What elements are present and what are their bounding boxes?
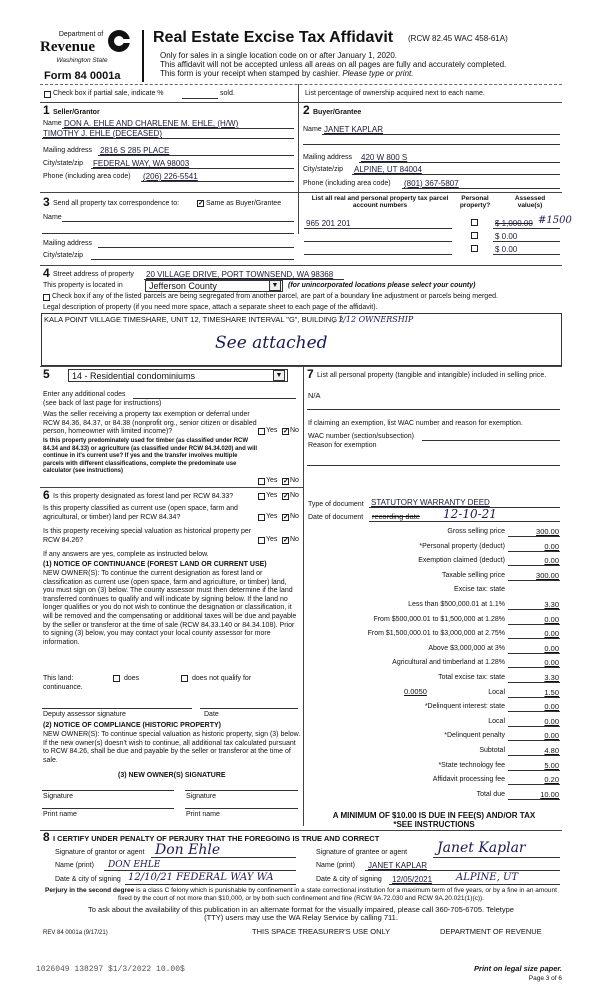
- q1-yes-label: Yes: [266, 427, 278, 434]
- this-land-label: This land:: [43, 675, 74, 682]
- deputy-date-label: Date: [204, 711, 219, 718]
- tax-line-label: Total excise tax: state: [438, 674, 505, 681]
- exemption-label: If claiming an exemption, list WAC number and reason for exemption.: [308, 420, 523, 427]
- tax-line-rule: [508, 536, 560, 537]
- notice-1-body: NEW OWNER(S): To continue the current designation as forest land or classification as current use (open space, farm and agriculture, or timber) land, you must sign on (3) below. The county assessor must then determine if the land transferred continues to qualify and will indicate by signing below. If the land no longer qualifies or you do not wish to continue the designation or classification, it will be removed and the compensating or additional taxes will be due and payable by the seller or transferor at the time of sale (RCW 84.33.140 or 84.34.108). Prior to signing (3) below, you may contact your local county assessor for more information.: [43, 570, 297, 646]
- section-4-number: 4: [43, 266, 50, 280]
- print-legal-note: Print on legal size paper.: [474, 964, 562, 973]
- grantee-signature-label: Signature of grantee or agent: [316, 849, 408, 856]
- tax-line-rule: [508, 565, 560, 566]
- subtitle-1: Only for sales in a single location code on or after January 1, 2020.: [160, 51, 398, 60]
- parcel-line-3: [304, 254, 452, 255]
- county-note: (for unincorporated locations please select your county): [288, 282, 476, 289]
- same-as-buyer-checkbox[interactable]: ✓: [198, 200, 204, 207]
- tax-line-label: *Personal property (deduct): [419, 543, 505, 550]
- q6-1-no-checkbox[interactable]: ✓: [283, 493, 289, 500]
- form-number: Form 84 0001a: [44, 70, 121, 82]
- corr-name-label: Name: [43, 214, 62, 221]
- tax-line-rule: [508, 711, 560, 712]
- doc-type-label: Type of document: [308, 501, 364, 508]
- assessed-value-3[interactable]: $ 0.00: [495, 245, 518, 254]
- assessed-line-1: [493, 228, 560, 229]
- timber-question: Is this property predominately used for timber (as classified under RCW 84.34 and 84.33) or agriculture (as classified under RCW 84.34.020) and will continue in it's current use? If yes and the transfer involves multiple parcels with different classifications, complete the predominate use calculator (see instructions): [43, 438, 258, 474]
- department-label: DEPARTMENT OF REVENUE: [440, 927, 542, 936]
- sold-label: sold.: [220, 90, 235, 97]
- tax-line-value[interactable]: 0.00: [544, 615, 559, 624]
- tax-line-rule: [508, 799, 560, 800]
- header-divider: [142, 30, 144, 82]
- q6-3-yes-label: Yes: [266, 536, 278, 543]
- grantee-city[interactable]: ALPINE, UT: [456, 872, 519, 883]
- tax-line-rule: [508, 726, 560, 727]
- if-any-yes: If any answers are yes, complete as instructed below.: [43, 551, 209, 558]
- grantor-name-label: Name (print): [55, 862, 94, 869]
- grantor-signature[interactable]: Don Ehle: [155, 842, 221, 858]
- assessed-value-1-handwritten: #1500: [538, 215, 572, 226]
- personal-property-checkbox-2[interactable]: [471, 232, 478, 239]
- form-title: Real Estate Excise Tax Affidavit: [153, 29, 394, 46]
- print-name-label-1: Print name: [43, 811, 77, 818]
- seller-phone-label: Phone (including area code): [43, 173, 131, 180]
- dept-line1: Department of: [58, 31, 104, 38]
- q6-2-no-checkbox[interactable]: ✓: [283, 514, 289, 521]
- seller-phone[interactable]: (206) 226-5541: [143, 172, 198, 181]
- tax-line-rule: [508, 682, 560, 683]
- buyer-mailing-label: Mailing address: [303, 154, 353, 161]
- seller-city-label: City/state/zip: [43, 160, 84, 167]
- doc-date-label: Date of document: [308, 514, 364, 521]
- wac-line[interactable]: [422, 440, 560, 441]
- personal-property-checkbox-1[interactable]: [471, 219, 478, 226]
- parcel-line-1: [304, 228, 452, 229]
- seller-city[interactable]: FEDERAL WAY, WA 98003: [93, 159, 190, 168]
- buyer-mailing[interactable]: 420 W 800 S: [361, 153, 408, 162]
- q1-no-label: No: [290, 427, 299, 434]
- header-rule: [40, 84, 562, 85]
- seller-name2-line: [42, 138, 294, 139]
- tax-line-value[interactable]: 3.30: [544, 600, 559, 609]
- buyer-phone-label: Phone (including area code): [303, 180, 391, 187]
- buyer-name2-line: [303, 144, 560, 145]
- q1-yes-checkbox[interactable]: [258, 428, 265, 435]
- seller-city-line: [91, 168, 294, 169]
- buyer-phone[interactable]: (801) 367-5807: [404, 179, 459, 188]
- partial-sale-label: Check box if partial sale, indicate %: [53, 90, 164, 97]
- personal-property-checkbox-3[interactable]: [471, 245, 478, 252]
- certify-statement: I CERTIFY UNDER PENALTY OF PERJURY THAT THE FOREGOING IS TRUE AND CORRECT: [53, 834, 380, 843]
- tax-line-value[interactable]: 0.00: [544, 556, 559, 565]
- doc-type[interactable]: STATUTORY WARRANTY DEED: [371, 498, 490, 507]
- doc-date-handwritten[interactable]: 12-10-21: [443, 507, 497, 521]
- does-label: does: [124, 675, 140, 682]
- continuance-label: continuance.: [43, 684, 83, 691]
- tax-line-value[interactable]: 0.00: [544, 702, 559, 711]
- buyer-mailing-line: [359, 162, 560, 163]
- grantor-date-city[interactable]: 12/10/21 FEDERAL WAY WA: [128, 872, 274, 883]
- tax-line-rule: [508, 653, 560, 654]
- tax-line-label: Local: [488, 718, 505, 725]
- corr-mailing-label: Mailing address: [43, 240, 93, 247]
- section-7-number: 7: [307, 367, 314, 381]
- q6-2-no-label: No: [290, 513, 299, 520]
- page-number: Page 3 of 6: [528, 975, 562, 982]
- additional-codes-note: (see back of last page for instructions): [43, 400, 162, 407]
- deputy-signature-label: Deputy assessor signature: [43, 711, 126, 718]
- grantee-date-label: Date & city of signing: [316, 876, 382, 883]
- same-as-buyer-label: Same as Buyer/Grantee: [206, 200, 282, 207]
- tax-line-rule: [508, 770, 560, 771]
- alternate-format-2: (TTY) users may use the WA Relay Service by calling 711.: [204, 913, 398, 922]
- legal-description: KALA POINT VILLAGE TIMESHARE, UNIT 12, TIMESHARE INTERVAL "G", BUILDING 2: [44, 315, 344, 324]
- tax-line-label: *Delinquent interest: state: [424, 703, 505, 710]
- tax-line-rule: [508, 697, 560, 698]
- county-select[interactable]: Jefferson County: [145, 280, 283, 292]
- perjury-notice: Perjury in the second degree is a class C felony which is punishable by confinement in a state correctional institution for a maximum term of five years, or by a fine in an amount fixed by the court of not more than $10,000, or by both such confinement and fine (RCW 9A.72.030 and RCW 9A.20.021(1)(c)).: [45, 887, 557, 902]
- section-1-number: 1: [43, 103, 50, 117]
- exemption-question: Was the seller receiving a property tax exemption or deferral under RCW 84.36, 84.37, or 84.38 (nonprofit org., senior citizen or disabled person, homeowner with limited income)?: [43, 411, 257, 435]
- buyer-city-label: City/state/zip: [303, 166, 344, 173]
- tax-line-value[interactable]: 0.20: [544, 775, 559, 784]
- buyer-name-line: [322, 134, 560, 135]
- tax-line-label: Agricultural and timberland at 1.28%: [392, 659, 505, 666]
- treasurer-label: THIS SPACE TREASURER'S USE ONLY: [252, 927, 391, 936]
- q6-3-no-label: No: [290, 536, 299, 543]
- alternate-format-1: To ask about the availability of this publication in an alternate format for the visually impaired, please call 360-705-6705. Teletype: [88, 905, 514, 914]
- rcw-reference: (RCW 82.45 WAC 458-61A): [408, 34, 508, 43]
- q6-3-no-checkbox[interactable]: ✓: [283, 537, 289, 544]
- q6-1-yes-checkbox[interactable]: [258, 493, 265, 500]
- tax-line-value[interactable]: 0.00: [544, 717, 559, 726]
- grantee-name-line: [365, 870, 560, 871]
- rule-4: [40, 265, 562, 266]
- segregated-checkbox[interactable]: [43, 294, 50, 301]
- tax-line-value[interactable]: 0.00: [544, 629, 559, 638]
- tax-line-label: From $500,000.01 to $1,500,000 at 1.28%: [373, 616, 505, 623]
- does-not-label: does not qualify for: [192, 675, 252, 682]
- rule-3: [40, 192, 562, 193]
- reason-label: Reason for exemption: [308, 442, 377, 449]
- grantor-signature-label: Signature of grantor or agent: [55, 849, 145, 856]
- buyer-name-label: Name: [303, 126, 322, 133]
- col-divider-2: [303, 366, 304, 826]
- tax-line-value[interactable]: 4.80: [544, 746, 559, 755]
- tax-line-label: *State technology fee: [438, 762, 505, 769]
- tax-line-value[interactable]: 0.00: [544, 542, 559, 551]
- tax-line-label: Taxable selling price: [441, 572, 505, 579]
- section-8-number: 8: [43, 830, 50, 844]
- notice-2-title: (2) NOTICE OF COMPLIANCE (HISTORIC PROPERTY): [43, 722, 221, 729]
- q6-2-yes-label: Yes: [266, 513, 278, 520]
- tax-line-label: Above $3,000,000 at 3%: [428, 645, 505, 652]
- tax-line-rule: [508, 755, 560, 756]
- q6-1-yes-label: Yes: [266, 492, 278, 499]
- subtitle-2: This affidavit will not be accepted unless all areas on all pages are fully and accurately completed.: [160, 60, 507, 69]
- doc-date-line: [369, 521, 560, 522]
- dept-state: Washington State: [56, 57, 108, 64]
- tax-line-rule: [508, 667, 560, 668]
- reason-line[interactable]: [307, 465, 560, 466]
- corr-name-line[interactable]: [62, 221, 294, 222]
- does-checkbox[interactable]: [113, 675, 120, 682]
- grantee-signature-line: [433, 857, 560, 858]
- buyer-name[interactable]: JANET KAPLAR: [324, 125, 383, 134]
- seller-phone-line: [141, 181, 294, 182]
- seller-mailing-label: Mailing address: [43, 147, 93, 154]
- personal-property-value[interactable]: N/A: [308, 391, 321, 400]
- buyer-city-line: [352, 174, 560, 175]
- rule-6: [40, 487, 303, 488]
- tax-line-value[interactable]: 3.30: [544, 673, 559, 682]
- current-use-question: Is this property classified as current use (open space, farm and agricultural, or timber) land per RCW 84.34?: [43, 505, 238, 521]
- rule-top: [40, 102, 562, 103]
- tax-line-value[interactable]: 0.00: [544, 658, 559, 667]
- grantor-name[interactable]: DON EHLE: [108, 860, 161, 870]
- section-6-number: 6: [43, 488, 50, 502]
- q2-yes-label: Yes: [266, 477, 278, 484]
- revenue-logo-icon: [108, 30, 130, 52]
- print-name-line-1[interactable]: [42, 808, 174, 809]
- historic-question: Is this property receiving special valuation as historical property per RCW 84.26?: [43, 528, 252, 544]
- tax-line-rule: [508, 624, 560, 625]
- personal-property-label: List all personal property (tangible and intangible) included in selling price.: [317, 372, 547, 379]
- buyer-heading: Buyer/Grantee: [313, 109, 362, 116]
- partial-sale-checkbox[interactable]: [44, 91, 51, 98]
- tax-line-label: Less than $500,000.01 at 1.1%: [408, 601, 505, 608]
- additional-codes-label: Enter any additional codes: [43, 391, 126, 398]
- grantee-date-line: [389, 884, 560, 885]
- grantee-name-label: Name (print): [316, 862, 355, 869]
- tax-line-rule: [508, 740, 560, 741]
- assessed-line-2: [493, 241, 560, 242]
- tax-line-value[interactable]: 5.00: [544, 761, 559, 770]
- tax-line-label: Exemption claimed (deduct): [418, 557, 505, 564]
- legal-description-label: Legal description of property (if you need more space, attach a separate sheet to each page of the affidavit).: [43, 304, 378, 311]
- grantor-date-label: Date & city of signing: [55, 876, 121, 883]
- print-name-line-2[interactable]: [185, 808, 298, 809]
- cashier-stamp: 1026049 138297 $1/3/2022 10.00$: [36, 965, 185, 974]
- col-divider-1: [298, 84, 299, 234]
- signature-label-2: Signature: [186, 793, 216, 800]
- new-owner-signature-line-1[interactable]: [42, 790, 174, 791]
- tax-line-value[interactable]: 300.00: [536, 527, 559, 536]
- corr-city-line[interactable]: [91, 259, 294, 260]
- tax-line-value[interactable]: 1.50: [544, 688, 559, 697]
- street-address[interactable]: 20 VILLAGE DRIVE, PORT TOWNSEND, WA 98368: [146, 270, 334, 279]
- legal-description-handwritten: , 1/12 OWNERSHIP: [333, 315, 414, 324]
- seller-heading: Seller/Grantor: [53, 109, 100, 116]
- tax-line-rule: [508, 638, 560, 639]
- seller-mailing[interactable]: 2816 S 285 PLACE: [100, 146, 170, 155]
- q2-yes-checkbox[interactable]: [258, 478, 265, 485]
- tax-line-label: Local: [488, 689, 505, 696]
- additional-codes-line[interactable]: [133, 398, 296, 399]
- tax-line-label: Excise tax: state: [454, 586, 505, 593]
- print-name-label-2: Print name: [186, 811, 220, 818]
- q2-no-checkbox[interactable]: ✓: [283, 478, 289, 485]
- land-use-dropdown-icon[interactable]: ▼: [273, 370, 285, 381]
- signature-label-1: Signature: [43, 793, 73, 800]
- assessed-value-header: Assessed value(s): [514, 195, 546, 210]
- buyer-city[interactable]: ALPINE, UT 84004: [354, 165, 422, 174]
- rule-8: [40, 830, 562, 831]
- assessed-value-1[interactable]: $ 1,000.00: [495, 219, 533, 228]
- tax-line-rule: [508, 580, 560, 581]
- section-3-number: 3: [43, 195, 50, 209]
- notice-1-title: (1) NOTICE OF CONTINUANCE (FOREST LAND OR CURRENT USE): [43, 561, 267, 568]
- partial-percent-line[interactable]: [182, 98, 218, 99]
- tax-line-value[interactable]: 10.00: [540, 790, 559, 799]
- see-attached-handwritten: See attached: [215, 333, 328, 353]
- q6-2-yes-checkbox[interactable]: [258, 514, 265, 521]
- segregated-label: Check box if any of the listed parcels are being segregated from another parcel, are part of a boundary line adjustment or parcels being merged.: [52, 293, 498, 300]
- street-address-label: Street address of property: [53, 271, 134, 278]
- land-use-code-select[interactable]: 14 - Residential condominiums: [68, 369, 288, 382]
- corr-name2-line[interactable]: [42, 233, 294, 234]
- grantor-name-line: [104, 870, 296, 871]
- forest-land-question: Is this property designated as forest land per RCW 84.33?: [53, 493, 234, 500]
- minimum-due-line1: A MINIMUM OF $10.00 IS DUE IN FEE(S) AND/OR TAX: [332, 811, 536, 820]
- notice-2-body: NEW OWNER(S): To continue special valuation as historic property, sign (3) below. If the new owner(s) doesn't wish to continue, all additional tax calculated pursuant to RCW 84.26, shall be due and payable by the seller or transferor at the time of sale.: [43, 731, 301, 764]
- tax-line-label: Subtotal: [479, 747, 505, 754]
- notice-3-title: (3) NEW OWNER(S) SIGNATURE: [118, 772, 226, 779]
- tax-line-value[interactable]: 300.00: [536, 571, 559, 580]
- tax-line-label: Affidavit processing fee: [432, 776, 505, 783]
- corr-city-label: City/state/zip: [43, 252, 84, 259]
- seller-mailing-line: [98, 155, 294, 156]
- personal-property-header: Personal property?: [459, 195, 491, 210]
- tax-line-rule: [508, 609, 560, 610]
- tax-line-value[interactable]: 0.00: [544, 644, 559, 653]
- deputy-signature-line[interactable]: [42, 708, 192, 709]
- tax-line-label: From $1,500,000.01 to $3,000,000 at 2.75%: [367, 630, 505, 637]
- wac-label: WAC number (section/subsection): [308, 433, 414, 440]
- q2-no-label: No: [290, 477, 299, 484]
- grantor-date-line: [125, 884, 296, 885]
- q6-3-yes-checkbox[interactable]: [258, 537, 265, 544]
- q1-no-checkbox[interactable]: ✓: [283, 428, 289, 435]
- buyer-phone-line: [402, 188, 560, 189]
- minimum-due-line2: *SEE INSTRUCTIONS: [393, 820, 475, 829]
- assessed-line-3: [493, 254, 560, 255]
- section-5-number: 5: [43, 367, 50, 381]
- corr-mailing-line[interactable]: [98, 247, 294, 248]
- local-rate[interactable]: 0.0050: [404, 687, 427, 696]
- section-2-number: 2: [303, 103, 310, 117]
- tax-line-value[interactable]: 0.00: [544, 731, 559, 740]
- grantee-date[interactable]: 12/05/2021: [392, 875, 433, 884]
- tax-line-label: Gross selling price: [447, 528, 505, 535]
- parcel-header: List all real and personal property tax parcel account numbers: [311, 195, 449, 210]
- seller-name-1[interactable]: DON A. EHLE AND CHARLENE M. EHLE, (H/W): [64, 119, 239, 128]
- parcel-number[interactable]: 965 201 201: [306, 219, 351, 228]
- deputy-date-line[interactable]: [200, 708, 298, 709]
- rule-5: [40, 366, 562, 367]
- tax-line-label: *Delinquent penalty: [444, 732, 505, 739]
- grantee-signature[interactable]: Janet Kaplar: [437, 840, 526, 856]
- tax-line-rule: [508, 784, 560, 785]
- new-owner-signature-line-2[interactable]: [185, 790, 298, 791]
- tax-line-rule: [508, 551, 560, 552]
- grantor-signature-line: [151, 857, 296, 858]
- seller-name-label: Name: [43, 120, 62, 127]
- dept-revenue: Revenue: [40, 39, 95, 55]
- county-label: This property is located in: [43, 282, 123, 289]
- ownership-label: List percentage of ownership acquired next to each name.: [305, 90, 485, 97]
- q6-1-no-label: No: [290, 492, 299, 499]
- county-dropdown-icon[interactable]: ▼: [269, 280, 281, 291]
- doc-date-struck: recording date: [372, 512, 420, 521]
- grantee-name[interactable]: JANET KAPLAR: [368, 861, 427, 870]
- correspondence-label: Send all property tax correspondence to:: [53, 200, 180, 207]
- parcel-line-2: [304, 241, 452, 242]
- seller-name-2[interactable]: TIMOTHY J. EHLE (DECEASED): [43, 129, 162, 138]
- tax-line-label: Total due: [476, 791, 505, 798]
- assessed-value-2[interactable]: $ 0.00: [495, 232, 518, 241]
- subtitle-3: This form is your receipt when stamped by cashier. Please type or print.: [160, 69, 414, 78]
- revision-label: REV 84 0001a (9/17/21): [43, 930, 108, 936]
- does-not-checkbox[interactable]: [181, 675, 188, 682]
- personal-property-line: [307, 409, 560, 410]
